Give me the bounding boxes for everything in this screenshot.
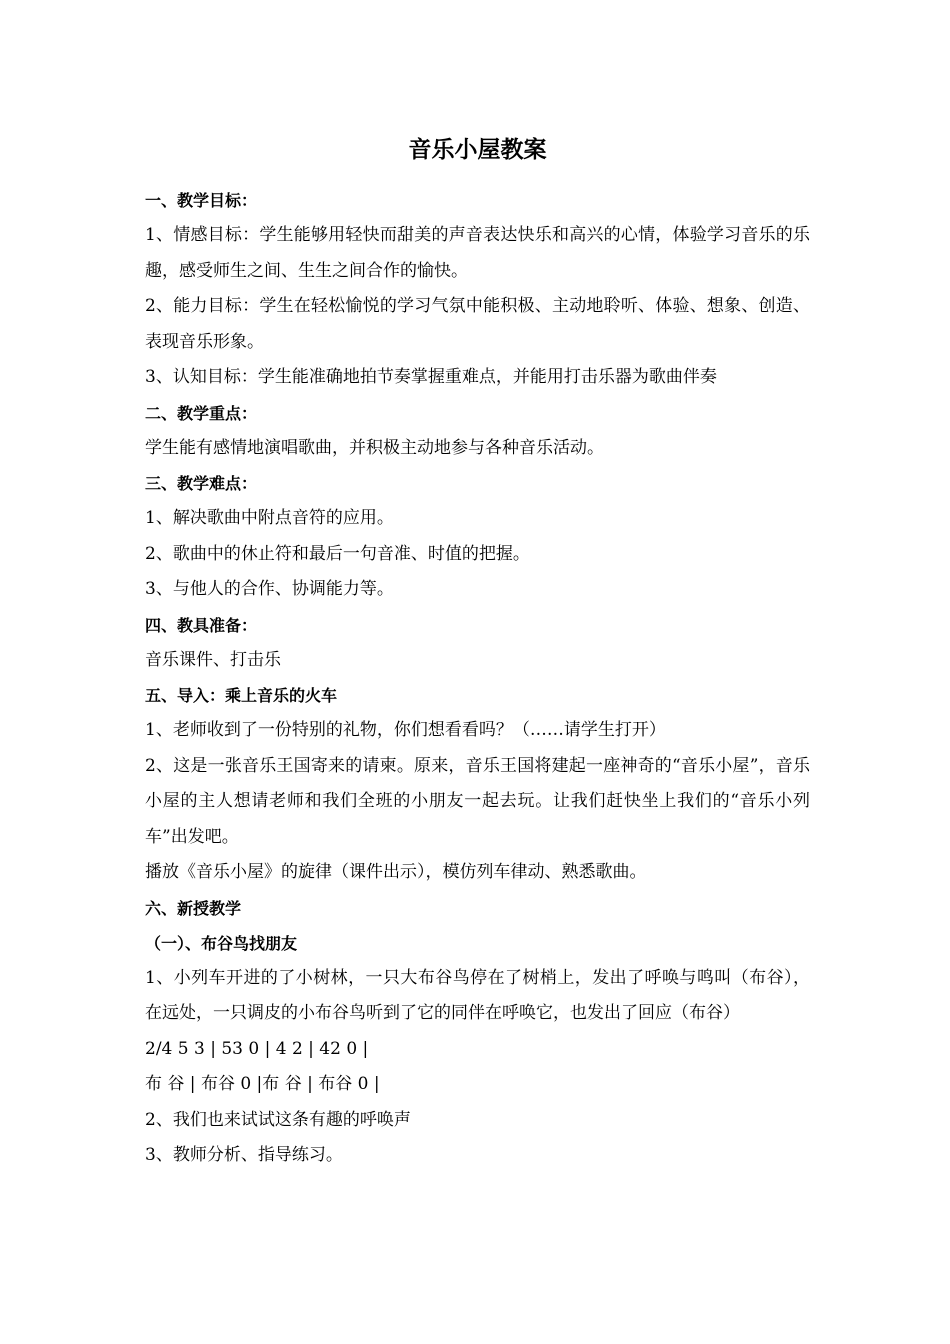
paragraph-materials: 音乐课件、打击乐 <box>145 649 281 670</box>
paragraph-difficulty-2: 2、歌曲中的休止符和最后一句音准、时值的把握。 <box>145 543 530 564</box>
paragraph-difficulty-3: 3、与他人的合作、协调能力等。 <box>145 579 394 599</box>
paragraph-intro-3: 播放《音乐小屋》的旋律（课件出示），模仿列车律动、熟悉歌曲。 <box>145 862 647 882</box>
paragraph-difficulty-1: 1、解决歌曲中附点音符的应用。 <box>145 508 394 528</box>
section-heading-difficulties: 三、教学难点： <box>145 474 258 493</box>
paragraph-emotional-goal: 1、情感目标：学生能够用轻快而甜美的声音表达快乐和高兴的心情，体验学习音乐的乐趣，感受师生之间、生生之间合作的愉快。 <box>145 225 810 281</box>
music-notation-line: 2/4 5 3 | 53 0 | 4 2 | 42 0 | <box>145 1038 369 1059</box>
document-title: 音乐小屋教案 <box>408 137 547 163</box>
paragraph-teaching-1: 1、小列车开进的了小树林，一只大布谷鸟停在了树梢上，发出了呼唤与鸣叫（布谷），在远处，一只调皮的小布谷鸟听到了它的同伴在呼唤它，也发出了回应（布谷） <box>145 967 810 1023</box>
section-heading-key-points: 二、教学重点： <box>145 403 258 423</box>
paragraph-cognitive-goal: 3、认知目标：学生能准确地拍节奏掌握重难点，并能用打击乐器为歌曲伴奏 <box>145 367 717 387</box>
section-heading-teaching: 六、新授教学 <box>145 898 242 918</box>
music-lyrics-line: 布 谷 | 布谷 0 |布 谷 | 布谷 0 | <box>145 1074 380 1094</box>
paragraph-key-point: 学生能有感情地演唱歌曲，并积极主动地参与各种音乐活动。 <box>145 437 604 458</box>
document-body <box>145 130 810 1174</box>
paragraph-ability-goal: 2、能力目标：学生在轻松愉悦的学习气氛中能积极、主动地聆听、体验、想象、创造、表现音乐形象。 <box>145 296 810 352</box>
section-heading-goals: 一、教学目标： <box>145 191 258 210</box>
paragraph-intro-2: 2、这是一张音乐王国寄来的请柬。原来，音乐王国将建起一座神奇的“音乐小屋”，音乐小屋的主人想请老师和我们全班的小朋友一起去玩。让我们赶快坐上我们的“音乐小列车”出发吧。 <box>145 755 810 847</box>
paragraph-intro-1: 1、老师收到了一份特别的礼物，你们想看看吗？（……请学生打开） <box>145 720 666 740</box>
paragraph-teaching-3: 3、教师分析、指导练习。 <box>145 1145 343 1165</box>
section-heading-intro: 五、导入：乘上音乐的火车 <box>145 686 338 705</box>
subsection-heading-cuckoo: （一）、布谷鸟找朋友 <box>145 933 298 953</box>
paragraph-teaching-2: 2、我们也来试试这条有趣的呼唤声 <box>145 1109 411 1130</box>
section-heading-materials: 四、教具准备： <box>145 615 258 635</box>
